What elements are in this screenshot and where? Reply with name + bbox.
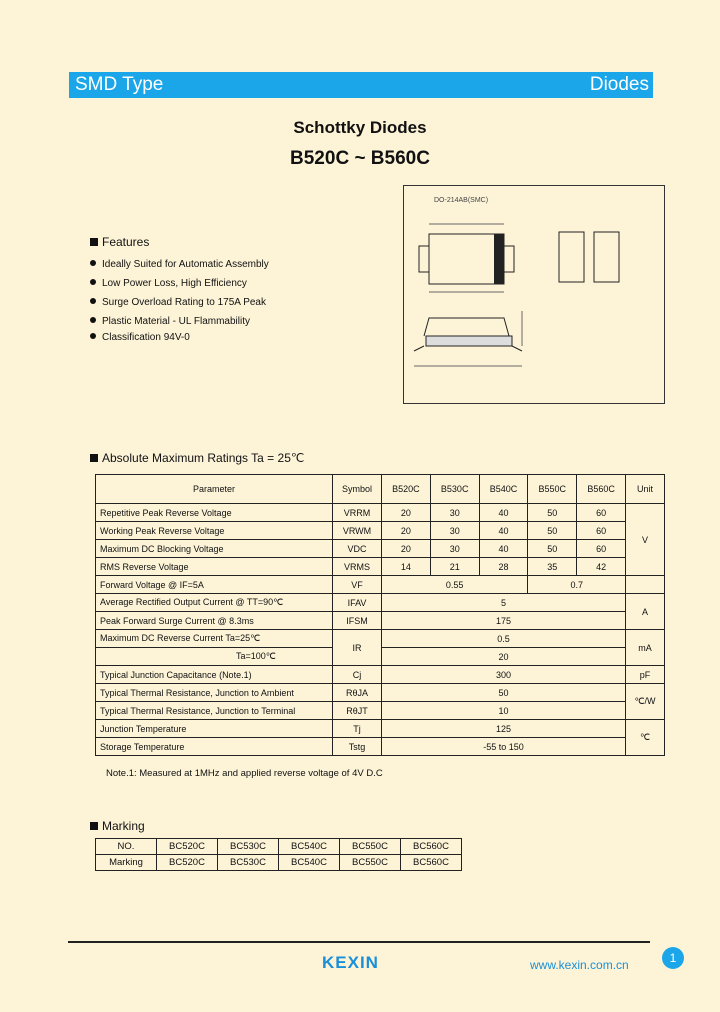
col-header: B530C bbox=[430, 475, 479, 504]
table-cell: 300 bbox=[382, 666, 626, 684]
header-banner bbox=[69, 72, 653, 98]
feature-item: Plastic Material - UL Flammability bbox=[90, 312, 269, 331]
table-cell: -55 to 150 bbox=[382, 738, 626, 756]
table-cell: VF bbox=[333, 576, 382, 594]
table-row bbox=[96, 738, 665, 756]
table-row bbox=[96, 558, 665, 576]
col-header: B550C bbox=[528, 475, 577, 504]
table-cell: IFAV bbox=[333, 594, 382, 612]
table-cell: IFSM bbox=[333, 612, 382, 630]
feature-item: Low Power Loss, High Efficiency bbox=[90, 274, 269, 293]
col-header: Unit bbox=[626, 475, 665, 504]
bullet-icon bbox=[90, 279, 96, 285]
table-cell: Storage Temperature bbox=[96, 738, 333, 756]
table-cell: 0.55 bbox=[382, 576, 528, 594]
table-cell: BC530C bbox=[218, 855, 279, 871]
table-cell: pF bbox=[626, 666, 665, 684]
bullet-icon bbox=[90, 317, 96, 323]
table-cell: NO. bbox=[96, 839, 157, 855]
table-row bbox=[96, 666, 665, 684]
table-cell: 175 bbox=[382, 612, 626, 630]
table-cell: 30 bbox=[430, 522, 479, 540]
table-cell: BC520C bbox=[157, 839, 218, 855]
table-row bbox=[96, 630, 665, 648]
marking-table bbox=[95, 838, 462, 871]
table-row bbox=[96, 522, 665, 540]
table-row bbox=[96, 594, 665, 612]
bullet-square-icon bbox=[90, 238, 98, 246]
table-cell: Peak Forward Surge Current @ 8.3ms bbox=[96, 612, 333, 630]
table-cell: 50 bbox=[528, 504, 577, 522]
ratings-table bbox=[95, 474, 665, 756]
features-section bbox=[90, 235, 269, 344]
table-cell: 125 bbox=[382, 720, 626, 738]
table-cell: 0.5 bbox=[382, 630, 626, 648]
table-row bbox=[96, 702, 665, 720]
table-cell: Average Rectified Output Current @ TT=90℃ bbox=[96, 594, 333, 612]
table-header-row bbox=[96, 475, 665, 504]
package-diagram bbox=[403, 185, 665, 404]
feature-item: Surge Overload Rating to 175A Peak bbox=[90, 293, 269, 312]
bullet-icon bbox=[90, 333, 96, 339]
table-cell: Cj bbox=[333, 666, 382, 684]
marking-heading: Marking bbox=[90, 819, 145, 833]
table-cell: 20 bbox=[382, 522, 431, 540]
table-cell: BC540C bbox=[279, 855, 340, 871]
table-cell: BC520C bbox=[157, 855, 218, 871]
table-cell: Marking bbox=[96, 855, 157, 871]
table-cell: 50 bbox=[528, 540, 577, 558]
table-row bbox=[96, 612, 665, 630]
table-cell: VDC bbox=[333, 540, 382, 558]
col-header: B540C bbox=[479, 475, 528, 504]
website-link[interactable]: www.kexin.com.cn bbox=[530, 958, 629, 972]
table-cell: RθJT bbox=[333, 702, 382, 720]
table-cell: Ta=100℃ bbox=[96, 648, 333, 666]
table-cell: mA bbox=[626, 630, 665, 666]
col-header: Symbol bbox=[333, 475, 382, 504]
bullet-square-icon bbox=[90, 454, 98, 462]
table-cell: 5 bbox=[382, 594, 626, 612]
table-cell: 0.7 bbox=[528, 576, 626, 594]
table-cell: 28 bbox=[479, 558, 528, 576]
table-cell: 10 bbox=[382, 702, 626, 720]
table-row bbox=[96, 540, 665, 558]
table-cell: 40 bbox=[479, 504, 528, 522]
table-cell: V bbox=[626, 504, 665, 576]
table-cell bbox=[626, 576, 665, 594]
table-cell: 30 bbox=[430, 504, 479, 522]
bullet-square-icon bbox=[90, 822, 98, 830]
table-cell: Repetitive Peak Reverse Voltage bbox=[96, 504, 333, 522]
table-cell: 60 bbox=[577, 540, 626, 558]
table-cell: RθJA bbox=[333, 684, 382, 702]
table-cell: Tstg bbox=[333, 738, 382, 756]
header-right: Diodes bbox=[589, 74, 649, 95]
feature-item: Ideally Suited for Automatic Assembly bbox=[90, 255, 269, 274]
table-cell: 21 bbox=[430, 558, 479, 576]
footer-divider bbox=[68, 941, 650, 943]
feature-item: Classification 94V-0 bbox=[90, 331, 269, 344]
table-cell: 50 bbox=[382, 684, 626, 702]
table-row bbox=[96, 576, 665, 594]
table-cell: Tj bbox=[333, 720, 382, 738]
table-cell: BC560C bbox=[401, 855, 462, 871]
table-cell: 40 bbox=[479, 522, 528, 540]
table-cell: 60 bbox=[577, 522, 626, 540]
table-row bbox=[96, 855, 462, 871]
table-cell: 20 bbox=[382, 504, 431, 522]
package-outline-drawing bbox=[404, 186, 664, 403]
table-cell: VRMS bbox=[333, 558, 382, 576]
page-number: 1 bbox=[662, 947, 684, 969]
table-cell: 35 bbox=[528, 558, 577, 576]
part-range: B520C ~ B560C bbox=[290, 148, 430, 169]
features-heading: Features bbox=[90, 235, 269, 249]
table-cell: IR bbox=[333, 630, 382, 666]
table-row bbox=[96, 839, 462, 855]
table-row bbox=[96, 720, 665, 738]
table-cell: VRRM bbox=[333, 504, 382, 522]
table-row bbox=[96, 684, 665, 702]
table-cell: Forward Voltage @ IF=5A bbox=[96, 576, 333, 594]
table-cell: 20 bbox=[382, 648, 626, 666]
table-cell: Typical Junction Capacitance (Note.1) bbox=[96, 666, 333, 684]
package-label: DO-214AB(SMC) bbox=[434, 197, 489, 204]
table-cell: BC550C bbox=[340, 855, 401, 871]
table-cell: Typical Thermal Resistance, Junction to Ambient bbox=[96, 684, 333, 702]
table-cell: Typical Thermal Resistance, Junction to Terminal bbox=[96, 702, 333, 720]
table-cell: BC550C bbox=[340, 839, 401, 855]
table-cell: Maximum DC Reverse Current Ta=25℃ bbox=[96, 630, 333, 648]
bullet-icon bbox=[90, 298, 96, 304]
table-cell: A bbox=[626, 594, 665, 630]
col-header: B560C bbox=[577, 475, 626, 504]
table-cell: Working Peak Reverse Voltage bbox=[96, 522, 333, 540]
table-cell: 30 bbox=[430, 540, 479, 558]
table-cell: 20 bbox=[382, 540, 431, 558]
table-cell: VRWM bbox=[333, 522, 382, 540]
col-header: B520C bbox=[382, 475, 431, 504]
note-text: Note.1: Measured at 1MHz and applied reverse voltage of 4V D.C bbox=[106, 768, 383, 779]
bullet-icon bbox=[90, 260, 96, 266]
table-cell: Maximum DC Blocking Voltage bbox=[96, 540, 333, 558]
table-cell: BC530C bbox=[218, 839, 279, 855]
page-title: Schottky Diodes bbox=[293, 118, 427, 137]
table-cell: BC540C bbox=[279, 839, 340, 855]
table-cell: 50 bbox=[528, 522, 577, 540]
table-cell: 42 bbox=[577, 558, 626, 576]
table-cell: RMS Reverse Voltage bbox=[96, 558, 333, 576]
header-left: SMD Type bbox=[75, 74, 164, 95]
brand-logo: KEXIN bbox=[322, 953, 379, 972]
col-header: Parameter bbox=[96, 475, 333, 504]
table-cell: 14 bbox=[382, 558, 431, 576]
table-cell: ℃ bbox=[626, 720, 665, 756]
table-cell: BC560C bbox=[401, 839, 462, 855]
table-cell: 40 bbox=[479, 540, 528, 558]
table-cell: 60 bbox=[577, 504, 626, 522]
table-cell: Junction Temperature bbox=[96, 720, 333, 738]
table-cell: ℃/W bbox=[626, 684, 665, 720]
ratings-heading: Absolute Maximum Ratings Ta = 25℃ bbox=[90, 451, 304, 465]
table-row bbox=[96, 504, 665, 522]
